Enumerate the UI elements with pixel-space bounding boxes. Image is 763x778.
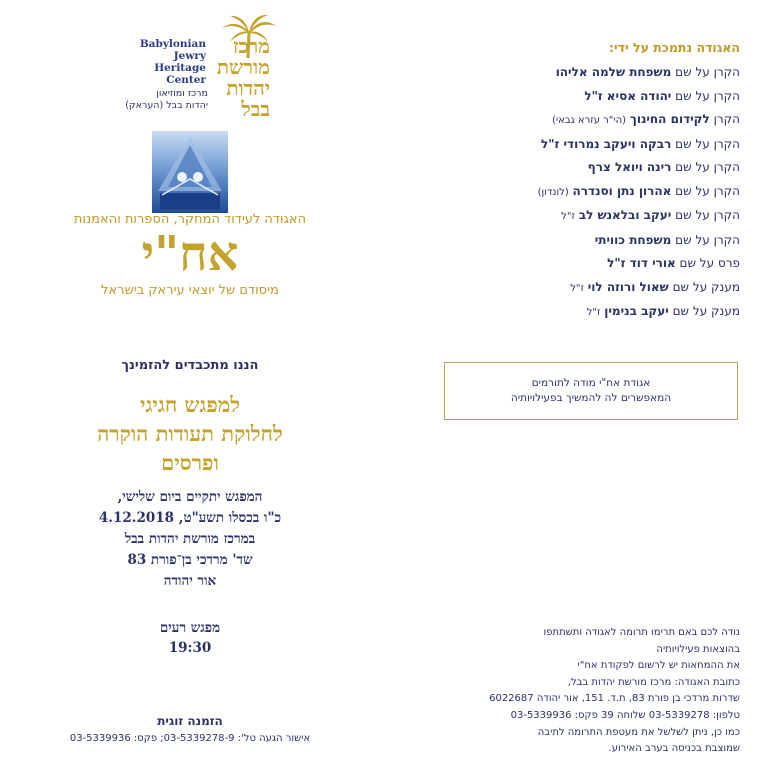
- fund-items: [440, 61, 740, 325]
- fund-prefix: פרס על שם: [679, 256, 740, 270]
- fund-prefix: הקרן על שם: [675, 160, 740, 174]
- fund-prefix: מענק על שם: [672, 279, 740, 294]
- fund-suffix: ז"ל: [570, 282, 584, 294]
- thanks-line: אגודת אח"י מודה לתורמים: [531, 377, 651, 389]
- logo-english-word: Jewry: [173, 50, 206, 62]
- fund-suffix: (לונדון): [537, 186, 569, 198]
- meeting-time: 19:30: [168, 640, 212, 656]
- association-name: אח"י: [141, 226, 239, 282]
- event-detail-line: שד' מרדכי בן־פורת 83: [127, 552, 253, 568]
- heritage-center-logo: [118, 14, 288, 121]
- info-line: שדרות מרדכי בן פורת 83, ת.ד. 151, אור יהודה 6022687: [489, 693, 740, 705]
- association-description: האגודה לעידוד המחקר, הספרות והאמנות: [73, 212, 307, 227]
- logo-english-word: Babylonian: [139, 38, 206, 50]
- donation-info: [470, 625, 740, 758]
- fund-name: משפחת שלמה אליהו: [555, 65, 672, 79]
- logo-subtitle-line: יהדות בבל (העראק): [125, 100, 208, 111]
- supporters-list: [440, 40, 740, 325]
- fund-item: [440, 108, 740, 133]
- fund-item: [440, 85, 740, 109]
- fund-name: רבקה ויעקב נמרודי ז"ל: [541, 136, 672, 151]
- thanks-box: [444, 362, 738, 420]
- invitation-intro: הננו מתכבדים להזמינך: [121, 358, 259, 373]
- fund-prefix: הקרן על שם: [675, 232, 740, 247]
- event-detail-line: המפגש יתקיים ביום שלישי,: [117, 489, 263, 505]
- logo-hebrew-word: מרכז: [232, 34, 270, 58]
- fund-prefix: הקרן על שם: [675, 136, 740, 151]
- info-line: טלפון: 03-5339278 שלוחה 39 פקס: 03-5339936: [510, 709, 740, 721]
- info-line: כמו כן, ניתן לשלשל את מעטפת התרומה לתיבה: [537, 726, 740, 738]
- event-title-line: למפגש חגיגי: [139, 392, 241, 417]
- fund-item: [440, 252, 740, 276]
- event-title-line: לחלוקת תעודות הוקרה: [97, 421, 283, 446]
- fund-prefix: הקרן על שם: [675, 183, 740, 198]
- fund-name: רינה ויואל צרף: [587, 160, 672, 174]
- fund-prefix: מענק על שם: [672, 304, 740, 318]
- logo-english-word: Heritage: [154, 62, 206, 74]
- logo-hebrew-word: בבל: [241, 97, 270, 121]
- fund-name: שאול ורוזה לוי: [587, 279, 669, 294]
- logo-hebrew-subtitle: [118, 88, 208, 112]
- fund-name: אהרון נתן וסנדרה: [572, 183, 672, 198]
- fund-prefix: הקרן על שם: [675, 65, 740, 79]
- couple-invitation-label: הזמנה זוגית: [157, 714, 223, 728]
- association-emblem: [152, 131, 228, 213]
- event-detail-line: אור יהודה: [163, 573, 217, 589]
- logo-english-word: Center: [166, 74, 206, 86]
- fund-suffix: ז"ל: [586, 307, 601, 318]
- fund-suffix: (הי"ר עזרא גבאי): [552, 115, 627, 126]
- fund-suffix: ז"ל: [561, 211, 575, 222]
- fund-prefix: הקרן: [713, 112, 740, 126]
- event-detail-line: במרכז מורשת יהדות בבל: [124, 531, 256, 547]
- event-title: [40, 390, 340, 477]
- info-line: את ההמחאות יש לרשום לפקודת אח"י: [577, 660, 740, 672]
- fund-name: אורי דוד ז"ל: [607, 256, 676, 270]
- rsvp-contact: אישור הגעה טל': 03-5339278-9; פקס: 03-5339936: [69, 733, 311, 744]
- fund-item: [440, 276, 740, 301]
- thanks-line: המאפשרים לה להמשיך בפעילויותיה: [510, 392, 672, 404]
- meeting-block: [40, 618, 340, 658]
- fund-item: [440, 180, 740, 205]
- fund-item: [440, 300, 740, 325]
- logo-subtitle-line: מרכז ומוזיאון: [156, 88, 208, 99]
- meeting-title: מפגש רעים: [159, 620, 221, 636]
- info-line: בהוצאות פעילויותיה: [656, 643, 740, 655]
- fund-item: [440, 204, 740, 229]
- fund-item: [440, 133, 740, 157]
- fund-item: [440, 61, 740, 85]
- fund-name: יהודה אסיא ז"ל: [584, 88, 672, 103]
- fund-name: לקידום החינוך: [629, 112, 710, 126]
- event-details: [40, 487, 340, 592]
- logo-hebrew-word: מורשת: [216, 55, 270, 79]
- association-founded-line: מיסודם של יוצאי עיראק בישראל: [101, 283, 279, 298]
- fund-prefix: הקרן על שם: [675, 208, 740, 222]
- event-detail-line: כ"ו בכסלו תשע"ט, 4.12.2018: [98, 510, 282, 526]
- fund-name: יעקב ובלאנש לב: [578, 208, 672, 222]
- info-line: נודה לכם באם תרימו תרומה לאגודה ותשתתפו: [543, 627, 740, 638]
- fund-prefix: הקרן על שם: [675, 88, 740, 103]
- supporters-heading: האגודה נתמכת על ידי:: [608, 40, 740, 55]
- fund-item: [440, 156, 740, 180]
- info-line: שמוצבת בכניסה בערב האירוע.: [608, 743, 740, 755]
- fund-item: [440, 229, 740, 253]
- logo-english-name: [126, 38, 206, 86]
- logo-hebrew-word: יהדות: [226, 76, 270, 100]
- logo-hebrew-name: [210, 36, 270, 120]
- emblem-graphic-icon: [152, 131, 228, 213]
- info-line: כתובת האגודה: מרכז מורשת יהדות בבל,: [567, 676, 740, 688]
- event-title-line: ופרסים: [161, 450, 219, 475]
- fund-name: יעקב בנימין: [604, 304, 669, 318]
- fund-name: משפחת כוויתי: [594, 232, 672, 247]
